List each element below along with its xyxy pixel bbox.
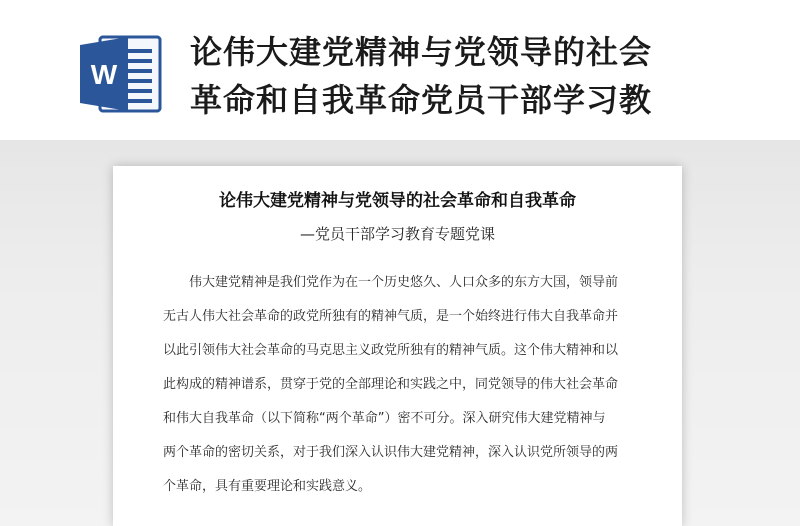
word-document-icon [78,33,164,115]
document-body-line: 以此引领伟大社会革命的马克思主义政党所独有的精神气质。这个伟大精神和以 [163,343,619,358]
document-body-line: 无古人伟大社会革命的政党所独有的精神气质，是一个始终进行伟大自我革命并 [163,309,619,324]
banner-title-line-1: 论伟大建党精神与党领导的社会 [190,33,653,71]
banner-title [190,28,790,124]
document-subtitle: —党员干部学习教育专题党课 [299,225,495,243]
document-body-line: 伟大建党精神是我们党作为在一个历史悠久、人口众多的东方大国，领导前 [189,275,619,290]
document-body-line: 个革命，具有重要理论和实践意义。 [163,479,372,494]
document-body-line: 此构成的精神谱系，贯穿于党的全部理论和实践之中，同党领导的伟大社会革命 [163,377,619,392]
banner-header [0,0,800,140]
document-title: 论伟大建党精神与党领导的社会革命和自我革命 [219,191,576,211]
document-body-line: 和伟大自我革命（以下简称“两个革命”）密不可分。深入研究伟大建党精神与 [163,411,606,426]
banner-title-line-2: 革命和自我革命党员干部学习教 [190,81,653,119]
document-page [113,166,682,526]
document-body [163,266,639,504]
document-body-line: 两个革命的密切关系，对于我们深入认识伟大建党精神，深入认识党所领导的两 [163,445,619,460]
word-icon-letter: W [90,59,118,90]
